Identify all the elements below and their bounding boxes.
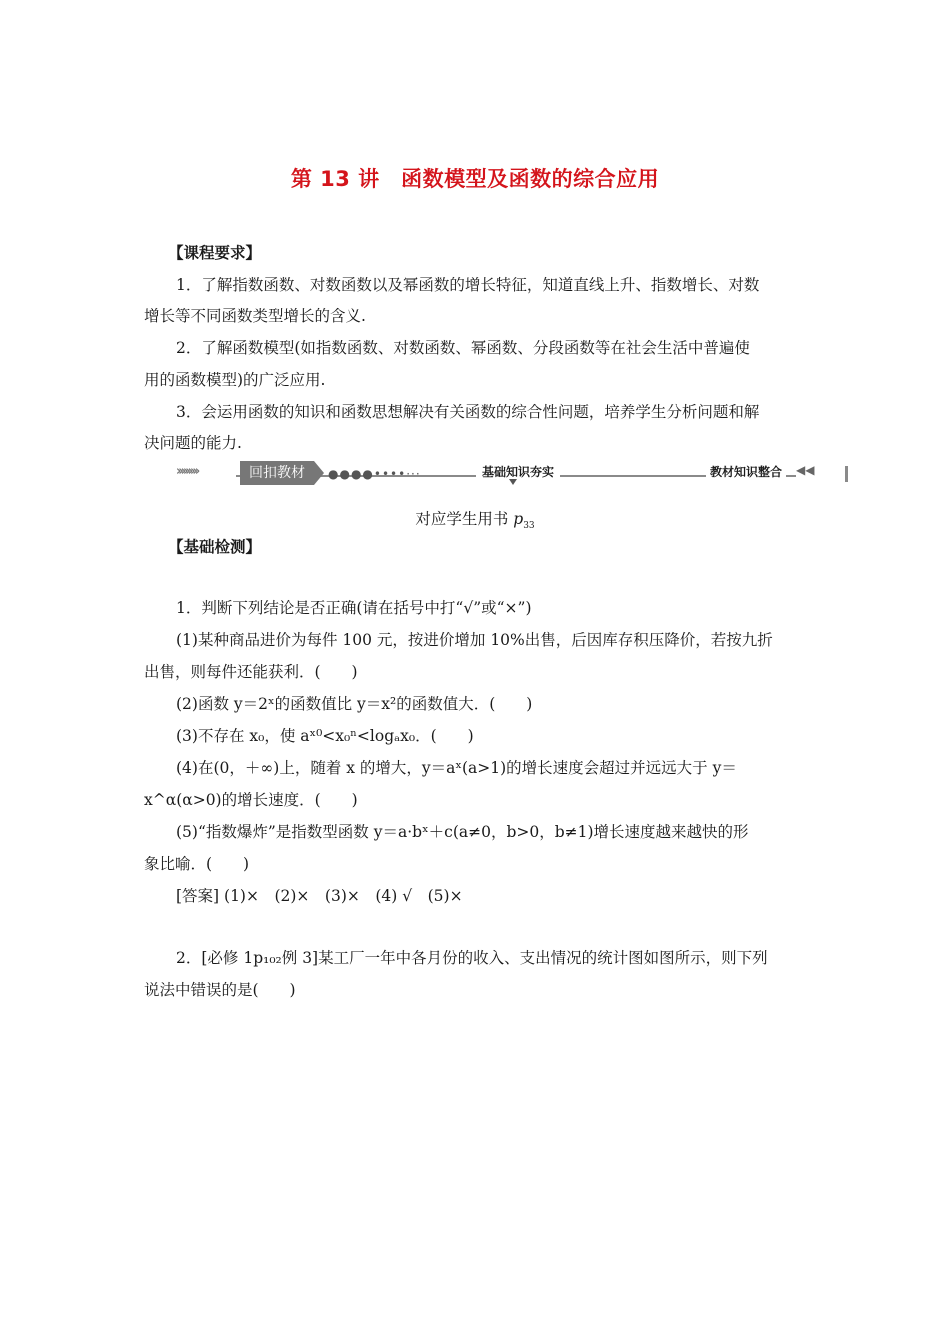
requirement-2-line-2: 用的函数模型)的广泛应用. [144,371,326,389]
statement-5-line-1: (5)“指数爆炸”是指数型函数 y＝a·bˣ＋c(a≠0，b>0，b≠1)增长速度越来越快的形 [176,823,749,841]
question-2-line-1: 2．[必修 1p₁₀₂例 3]某工厂一年中各月份的收入、支出情况的统计图如图所示，则下列 [176,949,768,967]
requirement-1-line-1: 1．了解指数函数、对数函数以及幂函数的增长特征，知道直线上升、指数增长、对数 [176,276,760,294]
section-banner [176,461,848,487]
requirement-3-line-1: 3．会运用函数的知识和函数思想解决有关函数的综合性问题，培养学生分析问题和解 [176,403,760,421]
statement-1-line-2: 出售，则每件还能获利．( ) [144,663,358,681]
textbook-reference [0,507,950,531]
statement-2: (2)函数 y＝2ˣ的函数值比 y＝x²的函数值大．( ) [176,695,533,713]
statement-5-line-2: 象比喻．( ) [144,855,250,873]
question-1-stem: 1．判断下列结论是否正确(请在括号中打“√”或“×”) [176,599,532,617]
triangle-down-icon [509,479,517,485]
banner-middle-label: 基础知识夯实 [476,463,560,480]
statement-3: (3)不存在 x₀，使 aˣ⁰<x₀ⁿ<logₐx₀．( ) [176,727,474,745]
banner-end-mark [845,466,848,482]
statement-4-line-1: (4)在(0，＋∞)上，随着 x 的增大，y＝aˣ(a>1)的增长速度会超过并远远大于 y＝ [176,759,737,777]
dots-icon: ●●●●••••··· [328,467,421,481]
chevrons-icon: ››››››››› [176,464,198,479]
double-arrow-left-icon: ◀◀ [796,463,818,477]
basic-test-heading: 【基础检测】 [168,537,262,556]
banner-right-label: 教材知识整合 [706,463,786,480]
course-requirements-heading: 【课程要求】 [168,243,262,262]
requirement-2-line-1: 2．了解函数模型(如指数函数、对数函数、幂函数、分段函数等在社会生活中普遍使 [176,339,750,357]
reference-text: 对应学生用书 [415,510,514,528]
question-2-line-2: 说法中错误的是( ) [144,981,296,999]
requirement-3-line-2: 决问题的能力. [144,434,242,452]
banner-tab: 回扣教材 [240,461,314,485]
statement-1-line-1: (1)某种商品进价为每件 100 元，按进价增加 10%出售，后因库存积压降价，若按九折 [176,631,773,649]
page-title: 第 13 讲 函数模型及函数的综合应用 [290,167,660,191]
requirement-1-line-2: 增长等不同函数类型增长的含义. [144,307,366,325]
answer-line: [答案] (1)× (2)× (3)× (4) √ (5)× [176,887,463,905]
statement-4-line-2: x^α(α>0)的增长速度．( ) [144,791,358,809]
reference-page-number: 33 [523,521,535,532]
reference-page-letter: p [513,510,524,528]
